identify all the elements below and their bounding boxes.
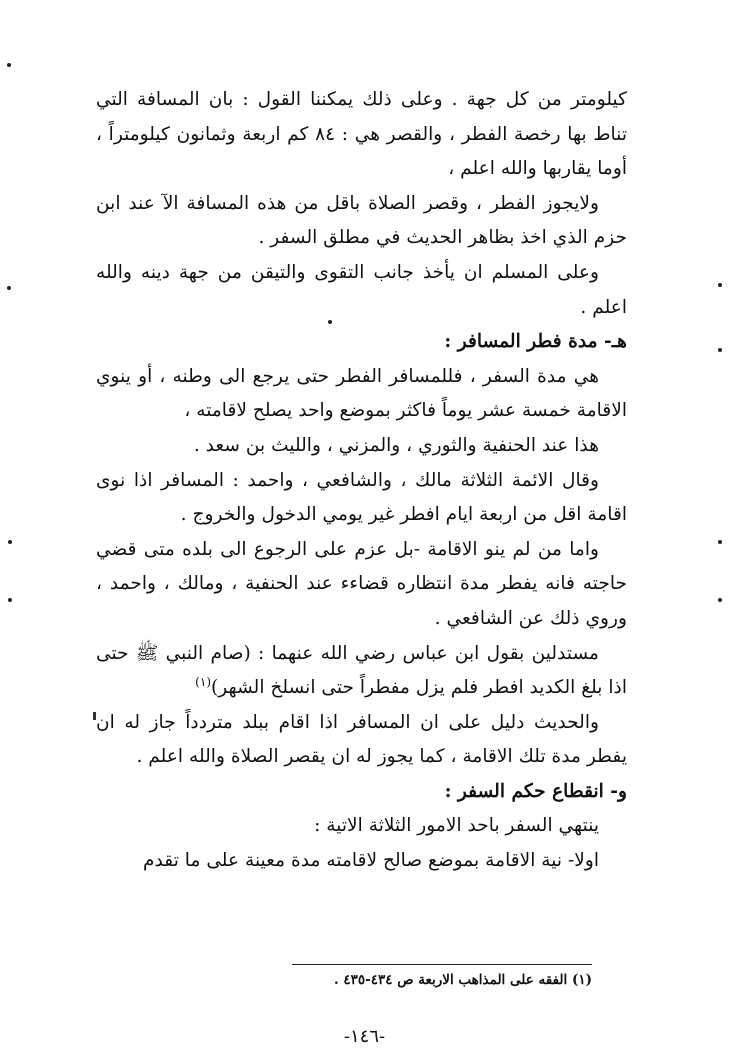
paragraph: والحديث دليل على ان المسافر اذا اقام ببلد متردداً جاز له ان يفطر مدة تلك الاقامة ، كما يجوز له ان يقصر الصلاة والله اعلم . (96, 711, 627, 768)
scan-speck (328, 320, 332, 324)
scan-speck (718, 598, 722, 602)
main-text (96, 83, 627, 879)
paragraph: ولايجوز الفطر ، وقصر الصلاة باقل من هذه المسافة الآ عند ابن حزم الذي اخذ بظاهر الحديث في مطلق السفر . (96, 192, 627, 249)
footnote-reference[interactable]: (١) (195, 674, 211, 689)
scan-speck (93, 712, 96, 720)
section-heading: هـ- مدة فطر المسافر : (444, 331, 627, 353)
paragraph: وقال الائمة الثلاثة مالك ، والشافعي ، واحمد : المسافر اذا نوى اقامة اقل من اربعة ايام افطر غير يومي الدخول والخروج . (96, 469, 627, 526)
paragraph: اولا- نية الاقامة بموضع صالح لاقامته مدة معينة على ما تقدم (143, 850, 599, 872)
scan-speck (718, 348, 722, 352)
scan-speck (7, 63, 11, 67)
scan-speck (8, 540, 12, 544)
paragraph: هي مدة السفر ، فللمسافر الفطر حتى يرجع الى وطنه ، أو ينوي الاقامة خمسة عشر يوماً فاكثر بموضع واحد يصلح لاقامته ، (96, 365, 627, 422)
paragraph: كيلومتر من كل جهة . وعلى ذلك يمكننا القول : بان المسافة التي تناط بها رخصة الفطر ، والقصر هي : ٨٤ كم اربعة وثمانون كيلومتراً ، أوما يقاربها والله اعلم ، (96, 89, 628, 180)
scan-speck (718, 540, 722, 544)
section-heading: و- انقطاع حكم السفر : (444, 780, 627, 802)
paragraph-with-footnote (96, 637, 627, 706)
scan-speck (8, 598, 12, 602)
page-number: -١٤٦- (343, 1026, 386, 1047)
paragraph: هذا عند الحنفية والثوري ، والمزني ، والليث بن سعد . (193, 434, 599, 456)
paragraph-text: مستدلين بقول ابن عباس رضي الله عنهما : (صام النبي ﷺ حتى اذا بلغ الكديد افطر فلم يزل مفطراً حتى انسلخ الشهر) (96, 642, 627, 699)
scan-speck (718, 283, 722, 287)
footnote: (١) الفقه على المذاهب الاربعة ص ٤٣٤-٤٣٥ . (333, 972, 592, 988)
paragraph: واما من لم ينو الاقامة -بل عزم على الرجوع الى بلده متى قضي حاجته فانه يفطر مدة انتظاره قضاءء عند الحنفية ، ومالك ، واحمد ، وروي ذلك عن الشافعي . (96, 538, 627, 629)
footnote-separator (292, 964, 592, 965)
scan-speck (7, 286, 11, 290)
paragraph: ينتهي السفر باحد الامور الثلاثة الاتية : (314, 815, 599, 837)
paragraph: وعلى المسلم ان يأخذ جانب التقوى والتيقن من جهة دينه والله اعلم . (96, 261, 627, 318)
